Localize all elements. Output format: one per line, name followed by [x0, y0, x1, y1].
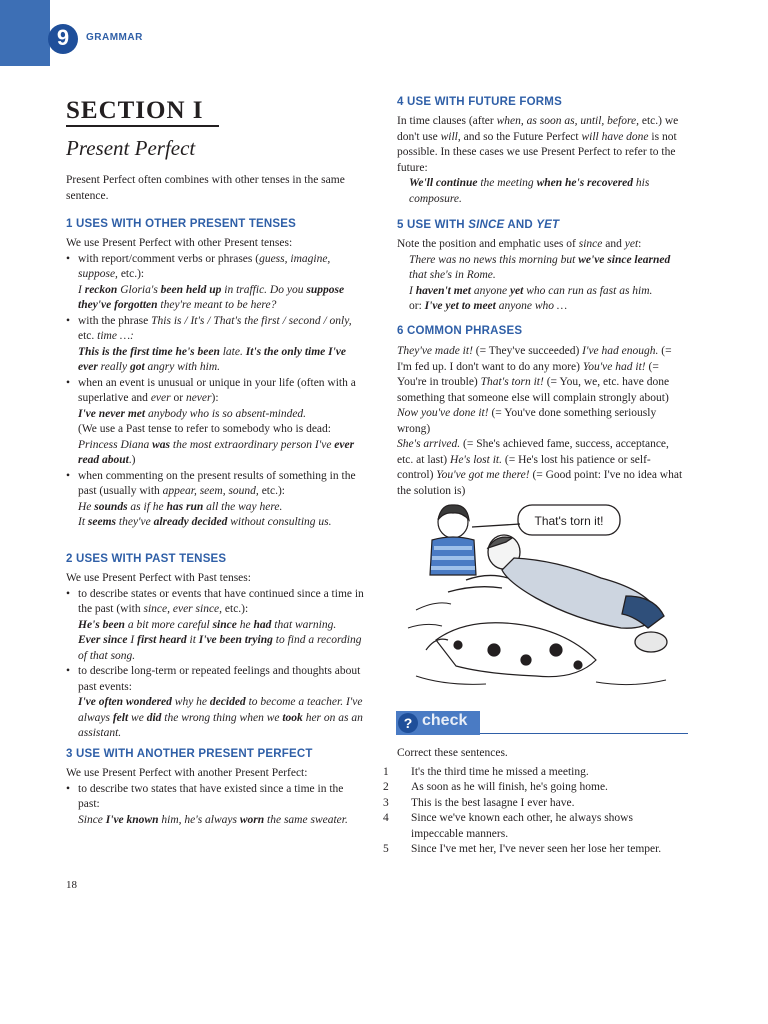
section-5-body [397, 237, 687, 315]
example: We'll continue the meeting when he's recovered his composure. [409, 177, 650, 205]
lead: We use Present Perfect with another Present Perfect: [66, 767, 308, 779]
example: I haven't met anyone yet who can run as fast as him. [409, 284, 653, 297]
unit-label: GRAMMAR [86, 32, 143, 43]
heading-1: 1 USES WITH OTHER PRESENT TENSES [66, 218, 297, 230]
check-instruction: Correct these sentences. [397, 747, 508, 759]
lead: We use Present Perfect with Past tenses: [66, 572, 251, 584]
section-1-body [66, 236, 366, 531]
section-6-body [397, 344, 687, 499]
bullet: • with the phrase This is / It's / That's the first / second / only, etc. time …: [66, 314, 366, 345]
section-3-body [66, 766, 366, 828]
heading-3: 3 USE WITH ANOTHER PRESENT PERFECT [66, 748, 313, 760]
lead: We use Present Perfect with other Present tenses: [66, 237, 293, 249]
page-number: 18 [66, 879, 77, 891]
check-item: 4 Since we've known each other, he always shows impeccable manners. [383, 812, 633, 840]
dog-figure [426, 623, 596, 677]
check-label: check [422, 712, 468, 729]
phrases: They've made it! (= They've succeeded) I've had enough. (= I'm fed up. I don't want to do any more) You've had it! (= You're in trouble) That's torn it! (= You, we, etc. have done something that someone else will complain strongly about) Now you've done it! (= You've done something seriously wrong) [397, 345, 672, 435]
heading-4: 4 USE WITH FUTURE FORMS [397, 96, 562, 108]
example: There was no news this morning but we've since learned that she's in Rome. [409, 253, 671, 281]
example: Ever since I first heard it I've been trying to find a recording of that song. [78, 634, 362, 662]
section-subtitle: Present Perfect [66, 136, 196, 160]
check-item: 5 Since I've met her, I've never seen her lose her temper. [383, 843, 662, 855]
section-4-body [397, 114, 687, 207]
check-item: 3 This is the best lasagne I ever have. [383, 796, 575, 809]
paragraph: In time clauses (after when, as soon as, until, before, etc.) we don't use will, and so the Future Perfect will have done is not possible. In these cases we use Present Perfect to refer to the future: [397, 115, 679, 174]
example: I've often wondered why he decided to become a teacher. I've always felt we did the wrong thing when we took her on as an assistant. [78, 696, 363, 739]
section-intro: Present Perfect often combines with other tenses in the same sentence. [66, 174, 345, 202]
note: (We use a Past tense to refer to somebody who is dead: Princess Diana was the most extraordinary person I've ever read about.) [78, 423, 355, 466]
bullet: • when commenting on the present results of something in the past (usually with appear, seem, sound, etc.): [66, 469, 366, 500]
section-title: SECTION I [66, 97, 204, 124]
example: It seems they've already decided without consulting us. [78, 516, 332, 528]
check-item: 1 It's the third time he missed a meeting. [383, 765, 589, 778]
example: Since I've known him, he's always worn the same sweater. [78, 813, 348, 826]
heading-5: 5 USE WITH SINCE AND YET [397, 219, 560, 231]
speech-bubble [472, 505, 620, 535]
bullet: • to describe long-term or repeated feelings and thoughts about past events: [66, 664, 366, 695]
bullet: • with report/comment verbs or phrases (guess, imagine, suppose, etc.): [66, 252, 366, 283]
bullet: • when an event is unusual or unique in your life (often with a superlative and ever or never): [66, 376, 366, 407]
bullet: • to describe states or events that have continued since a time in the past (with since, ever since, etc.): [66, 587, 366, 618]
example: He sounds as if he has run all the way here. [78, 500, 283, 513]
example: He's been a bit more careful since he had that warning. [78, 618, 337, 631]
heading-2: 2 USES WITH PAST TENSES [66, 553, 227, 565]
woman-figure [430, 505, 476, 575]
section-2-body [66, 571, 366, 742]
check-item: 2 As soon as he will finish, he's going home. [383, 781, 608, 793]
example: or: I've yet to meet anyone who … [409, 300, 568, 312]
paragraph: Note the position and emphatic uses of since and yet: [397, 238, 642, 250]
chapter-tab [0, 0, 50, 66]
speech-text: That's torn it! [534, 514, 604, 528]
example: I reckon Gloria's been held up in traffic. Do you suppose they've forgotten they're meant to be here? [78, 283, 345, 311]
bullet: • to describe two states that have existed since a time in the past: [66, 782, 366, 813]
section-title-rule [66, 125, 219, 127]
heading-6: 6 COMMON PHRASES [397, 325, 523, 337]
check-exercise [383, 746, 687, 858]
unit-number-badge: 9 [48, 24, 78, 54]
example: I've never met anybody who is so absent-minded. [78, 407, 307, 420]
question-icon: ? [398, 713, 418, 733]
example: This is the first time he's been late. It's the only time I've ever really got angry with him. [78, 345, 347, 373]
phrases: She's arrived. (= She's achieved fame, success, acceptance, etc. at last) He's lost it. (= He's lost his patience or self-control) You've got me there! (= Good point: I've no idea what the solution is) [397, 438, 683, 497]
cartoon-illustration [396, 500, 686, 705]
